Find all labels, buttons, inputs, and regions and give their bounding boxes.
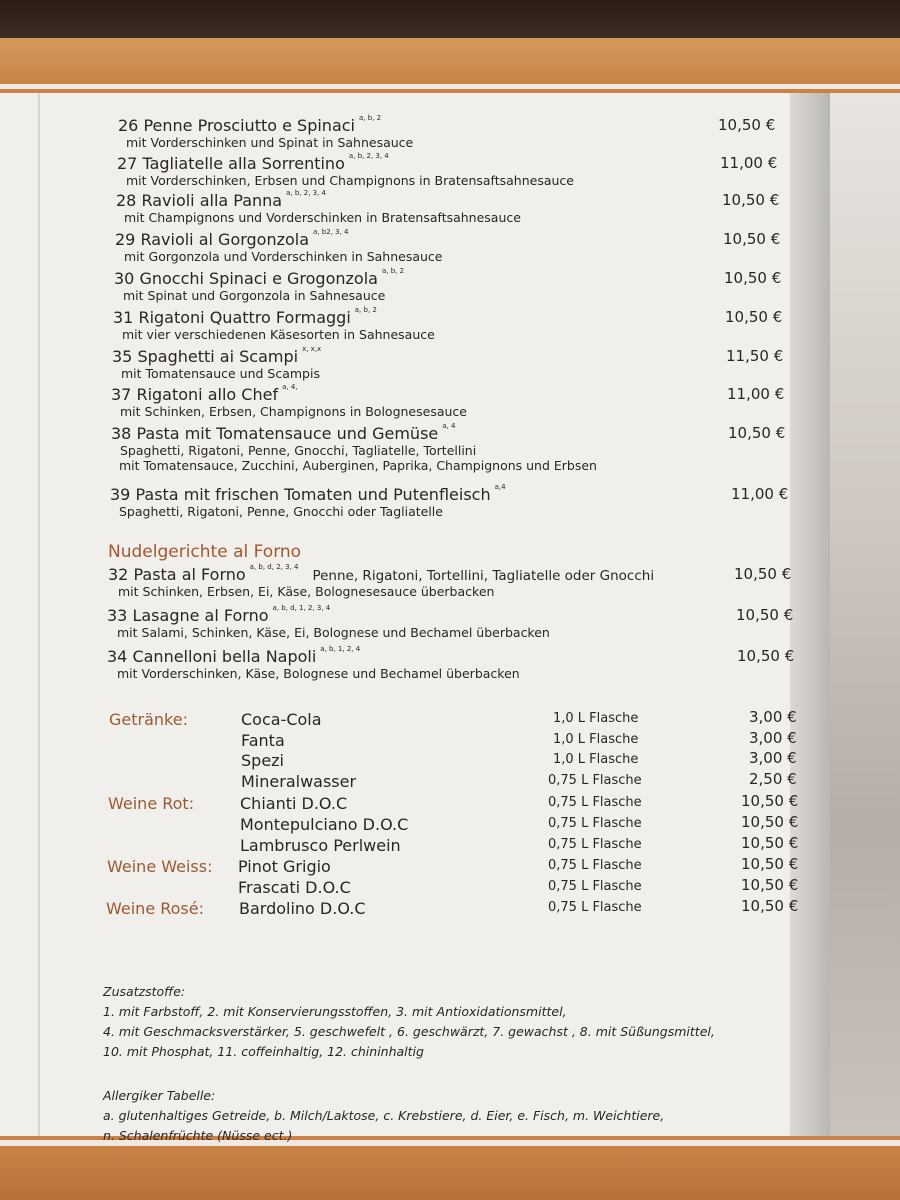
- menu-item-title: [116, 191, 326, 210]
- drink-price: 2,50 €: [749, 770, 797, 788]
- drink-volume: 0,75 L Flasche: [548, 816, 642, 831]
- forno-section-title: Nudelgerichte al Forno: [108, 542, 302, 562]
- allergen-codes: a, b, d, 2, 3, 4: [249, 563, 299, 571]
- drink-price: 10,50 €: [741, 792, 799, 810]
- drink-name: Coca-Cola: [241, 710, 322, 729]
- menu-item-number: 34: [107, 647, 128, 666]
- menu-item-name: Spaghetti ai Scampi: [137, 347, 299, 366]
- menu-item-price: 10,50 €: [723, 230, 781, 248]
- drink-price: 10,50 €: [741, 897, 799, 915]
- menu-item-description: mit Tomatensauce, Zucchini, Auberginen, Paprika, Champignons und Erbsen: [119, 458, 597, 473]
- allergen-codes: a, b, 2, 3, 4: [286, 189, 327, 197]
- drink-volume: 0,75 L Flasche: [548, 879, 642, 894]
- menu-item-description: mit Vorderschinken, Käse, Bolognese und Bechamel überbacken: [117, 666, 520, 681]
- allergen-codes: a, b, 2: [358, 114, 382, 122]
- menu-item-name: Pasta mit frischen Tomaten und Putenfleisch: [135, 485, 491, 504]
- allergen-codes: a,4: [494, 483, 506, 491]
- drink-name: Bardolino D.O.C: [239, 899, 366, 918]
- menu-item-title: [107, 606, 330, 625]
- menu-item-number: 29: [115, 230, 136, 249]
- menu-item-description: mit Champignons und Vorderschinken in Bratensaftsahnesauce: [124, 210, 521, 225]
- drink-name: Chianti D.O.C: [240, 794, 348, 813]
- menu-item-pasta-options: Penne, Rigatoni, Tortellini, Tagliatelle oder Gnocchi: [312, 568, 655, 584]
- drink-category: Weine Weiss:: [107, 857, 213, 876]
- menu-item-name: Cannelloni bella Napoli: [132, 647, 317, 666]
- allergen-codes: a, b, 2: [381, 267, 405, 275]
- menu-item-name: Pasta mit Tomatensauce und Gemüse: [136, 424, 439, 443]
- menu-item-price: 10,50 €: [728, 424, 786, 442]
- menu-item-number: 31: [113, 308, 134, 327]
- menu-item-title: [115, 230, 349, 249]
- menu-item-description: mit Vorderschinken und Spinat in Sahnesauce: [126, 135, 414, 150]
- additives-line: 4. mit Geschmacksverstärker, 5. geschwefelt , 6. geschwärzt, 7. gewachst , 8. mit Süßungsmittel,: [103, 1024, 715, 1039]
- menu-item-title: [108, 565, 654, 584]
- allergen-codes: a, b, 2, 3, 4: [348, 152, 389, 160]
- drink-category: Getränke:: [109, 710, 188, 729]
- menu-item-description: mit vier verschiedenen Käsesorten in Sahnesauce: [122, 327, 435, 342]
- drink-price: 3,00 €: [749, 708, 797, 726]
- menu-item-description: mit Schinken, Erbsen, Champignons in Bolognesesauce: [120, 404, 467, 419]
- menu-item-description: mit Gorgonzola und Vorderschinken in Sahnesauce: [124, 249, 443, 264]
- drink-price: 3,00 €: [749, 729, 797, 747]
- allergens-line: a. glutenhaltiges Getreide, b. Milch/Laktose, c. Krebstiere, d. Eier, e. Fisch, m. Weichtiere,: [103, 1108, 665, 1123]
- menu-item-name: Tagliatelle alla Sorrentino: [142, 154, 345, 173]
- drink-volume: 0,75 L Flasche: [548, 773, 642, 788]
- menu-item-number: 26: [118, 116, 139, 135]
- allergen-codes: a, 4: [442, 422, 456, 430]
- menu-item-name: Ravioli al Gorgonzola: [140, 230, 310, 249]
- menu-item-number: 27: [117, 154, 138, 173]
- menu-item-name: Ravioli alla Panna: [141, 191, 283, 210]
- menu-item-number: 37: [111, 385, 132, 404]
- menu-item-name: Pasta al Forno: [133, 565, 246, 584]
- drink-price: 10,50 €: [741, 855, 799, 873]
- menu-item-price: 10,50 €: [734, 565, 792, 583]
- drink-volume: 0,75 L Flasche: [548, 900, 642, 915]
- drink-name: Spezi: [241, 751, 284, 770]
- menu-item-name: Rigatoni Quattro Formaggi: [138, 308, 351, 327]
- menu-item-title: [110, 485, 506, 504]
- drink-name: Pinot Grigio: [238, 857, 331, 876]
- menu-item-name: Rigatoni allo Chef: [136, 385, 279, 404]
- menu-item-price: 11,00 €: [720, 154, 778, 172]
- drink-name: Frascati D.O.C: [238, 878, 351, 897]
- menu-item-title: [107, 647, 360, 666]
- additives-line: 1. mit Farbstoff, 2. mit Konservierungsstoffen, 3. mit Antioxidationsmittel,: [103, 1004, 567, 1019]
- menu-item-price: 10,50 €: [718, 116, 776, 134]
- menu-item-number: 39: [110, 485, 131, 504]
- menu-item-title: [112, 347, 321, 366]
- menu-item-name: Gnocchi Spinaci e Grogonzola: [139, 269, 378, 288]
- menu-item-name: Penne Prosciutto e Spinaci: [143, 116, 355, 135]
- menu-item-description: mit Vorderschinken, Erbsen und Champignons in Bratensaftsahnesauce: [126, 173, 574, 188]
- drink-name: Fanta: [241, 731, 285, 750]
- menu-item-description: mit Salami, Schinken, Käse, Ei, Bolognese und Bechamel überbacken: [117, 625, 550, 640]
- drink-name: Lambrusco Perlwein: [240, 836, 401, 855]
- drink-price: 10,50 €: [741, 834, 799, 852]
- allergen-codes: a, b, 1, 2, 4: [320, 645, 361, 653]
- menu-item-number: 38: [111, 424, 132, 443]
- drink-name: Montepulciano D.O.C: [240, 815, 409, 834]
- menu-item-title: [114, 269, 404, 288]
- menu-item-price: 11,00 €: [731, 485, 789, 503]
- allergen-codes: a, b2, 3, 4: [313, 228, 349, 236]
- menu-item-title: [118, 116, 381, 135]
- menu-item-price: 10,50 €: [736, 606, 794, 624]
- drink-volume: 0,75 L Flasche: [548, 795, 642, 810]
- allergen-codes: a, b, d, 1, 2, 3, 4: [272, 604, 331, 612]
- menu-item-number: 35: [112, 347, 133, 366]
- drink-name: Mineralwasser: [241, 772, 357, 791]
- menu-item-name: Lasagne al Forno: [132, 606, 269, 625]
- menu-item-description: mit Schinken, Erbsen, Ei, Käse, Bolognesesauce überbacken: [118, 584, 495, 599]
- menu-item-number: 32: [108, 565, 129, 584]
- menu-item-title: [111, 385, 298, 404]
- menu-item-number: 33: [107, 606, 128, 625]
- additives-line: 10. mit Phosphat, 11. coffeinhaltig, 12. chininhaltig: [103, 1044, 424, 1059]
- drink-category: Weine Rot:: [108, 794, 195, 813]
- menu-item-price: 10,50 €: [737, 647, 795, 665]
- menu-item-price: 11,00 €: [727, 385, 785, 403]
- drink-price: 3,00 €: [749, 749, 797, 767]
- menu-item-title: [111, 424, 455, 443]
- menu-item-price: 10,50 €: [722, 191, 780, 209]
- menu-item-price: 11,50 €: [726, 347, 784, 365]
- drink-price: 10,50 €: [741, 813, 799, 831]
- additives-title: Zusatzstoffe:: [103, 984, 186, 999]
- allergen-codes: a, 4,: [282, 383, 298, 391]
- drink-volume: 0,75 L Flasche: [548, 837, 642, 852]
- drink-volume: 1,0 L Flasche: [553, 732, 639, 747]
- drink-volume: 1,0 L Flasche: [553, 752, 639, 767]
- menu-item-description: Spaghetti, Rigatoni, Penne, Gnocchi, Tagliatelle, Tortellini: [120, 443, 477, 458]
- menu-item-description: mit Spinat und Gorgonzola in Sahnesauce: [123, 288, 386, 303]
- menu-item-description: Spaghetti, Rigatoni, Penne, Gnocchi oder Tagliatelle: [119, 504, 443, 519]
- menu-item-price: 10,50 €: [725, 308, 783, 326]
- allergens-line: n. Schalenfrüchte (Nüsse ect.): [103, 1128, 293, 1143]
- menu-item-title: [117, 154, 389, 173]
- allergen-codes: a, b, 2: [354, 306, 377, 314]
- allergen-codes: x, x,x: [302, 345, 322, 353]
- drink-category: Weine Rosé:: [106, 899, 204, 918]
- menu-item-title: [113, 308, 377, 327]
- drink-price: 10,50 €: [741, 876, 799, 894]
- menu-item-description: mit Tomatensauce und Scampis: [121, 366, 320, 381]
- allergens-title: Allergiker Tabelle:: [103, 1088, 216, 1103]
- drink-volume: 0,75 L Flasche: [548, 858, 642, 873]
- menu-item-number: 28: [116, 191, 137, 210]
- drink-volume: 1,0 L Flasche: [553, 711, 639, 726]
- menu-item-number: 30: [114, 269, 135, 288]
- menu-item-price: 10,50 €: [724, 269, 782, 287]
